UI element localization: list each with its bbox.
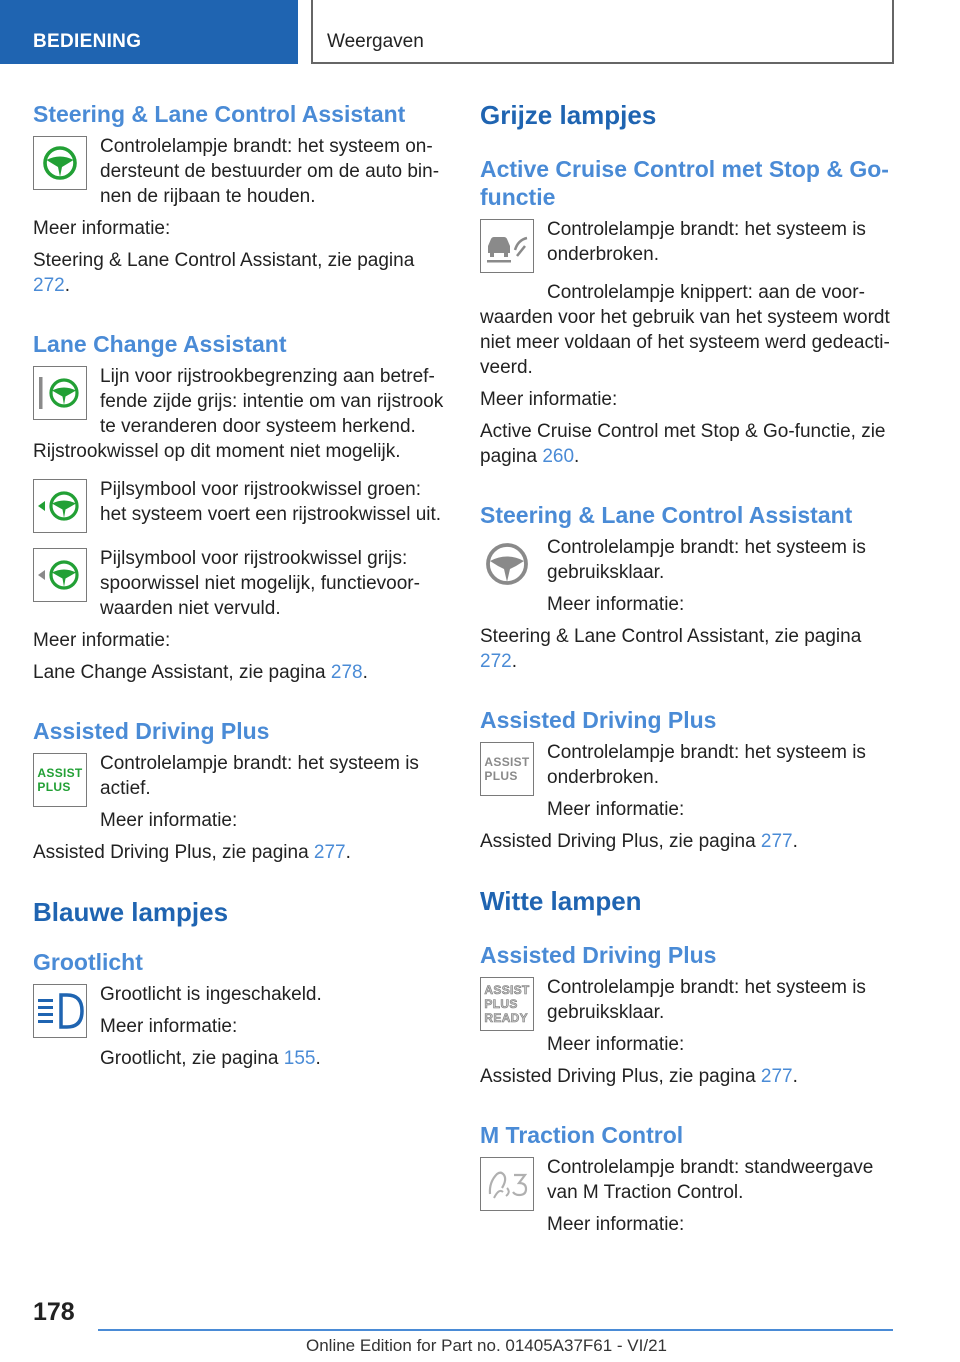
heading-m-traction-control: M Traction Control <box>480 1122 684 1148</box>
heading-assisted-driving-plus: Assisted Driving Plus <box>480 707 717 733</box>
steering-wheel-grey-icon <box>480 537 534 591</box>
heading-steering-lane-control: Steering & Lane Control Assistant <box>480 502 853 528</box>
page-reference: Grootlicht, zie pagina 155. <box>100 1048 321 1069</box>
cruise-control-grey-icon <box>480 219 534 273</box>
page-link[interactable]: 277 <box>760 831 793 852</box>
page-reference: Steering & Lane Control Assistant, zie pagina 272. <box>33 250 415 296</box>
indicator-item <box>33 751 445 833</box>
indicator-item <box>33 134 445 209</box>
heading-high-beam: Grootlicht <box>33 949 143 975</box>
more-info-label: Meer informatie: <box>100 810 238 831</box>
traction-control-icon <box>480 1157 534 1211</box>
page-link[interactable]: 277 <box>760 1066 793 1087</box>
heading-assisted-driving-plus: Assisted Driving Plus <box>480 942 717 968</box>
chapter-label: Weergaven <box>327 31 424 52</box>
edition-note: Online Edition for Part no. 01405A37F61 - VI/21 <box>306 1336 668 1355</box>
page-link[interactable]: 272 <box>480 651 512 672</box>
footer-divider <box>98 1329 893 1331</box>
page-link[interactable]: 278 <box>330 662 363 683</box>
right-column <box>480 100 895 1237</box>
assist-plus-green-icon: ASSIST PLUS <box>33 753 87 807</box>
page-link[interactable]: 155 <box>283 1048 316 1069</box>
indicator-description: Controlelampje brandt: het systeem is onderbroken. <box>547 742 866 788</box>
page-reference: Lane Change Assistant, zie pagina 278. <box>33 662 368 683</box>
indicator-description: Pijlsymbool voor rijstrookwissel groen: het systeem voert een rijstrookwissel uit. <box>100 479 442 525</box>
more-info-label: Meer informatie: <box>33 218 171 239</box>
page-reference: Active Cruise Control met Stop & Go-functie, zie pagina 260. <box>480 421 886 467</box>
section-tab <box>0 0 298 64</box>
indicator-description: Controlelampje brandt: het systeem is gebruiksklaar. <box>547 977 866 1023</box>
heading-steering-lane-control: Steering & Lane Control Assistant <box>33 101 406 127</box>
indicator-item <box>33 477 445 533</box>
more-info-label: Meer informatie: <box>480 389 618 410</box>
lane-line-grey-steering-icon <box>33 366 87 420</box>
more-info-label: Meer informatie: <box>547 799 685 820</box>
heading-blue-lights: Blauwe lampjes <box>33 897 229 927</box>
page-link[interactable]: 272 <box>33 275 65 296</box>
indicator-description-flashing: Controlelampje knippert: aan de voorwaarden voor het gebruik van het systeem wordt niet meer voldaan of het systeem werd gedeactiveerd. <box>480 282 890 378</box>
indicator-item <box>33 364 445 439</box>
assist-plus-ready-icon: ASSIST PLUS READY <box>480 977 534 1031</box>
more-info-label: Meer informatie: <box>547 1034 685 1055</box>
indicator-description: Pijlsymbool voor rijstrookwissel grijs: spoorwissel niet mogelijk, functievoorwaarden niet vervuld. <box>100 548 420 619</box>
indicator-description: Controlelampje brandt: het systeem ondersteunt de bestuurder om de auto binnen de rijbaan te houden. <box>100 136 440 207</box>
heading-active-cruise-control: Active Cruise Control met Stop & Go-functie <box>480 156 889 210</box>
heading-white-lights: Witte lampen <box>480 886 642 916</box>
heading-lane-change-assistant: Lane Change Assistant <box>33 331 287 357</box>
more-info-label: Meer informatie: <box>33 630 171 651</box>
indicator-description-continued: Rijstrookwissel op dit moment niet mogelijk. <box>33 441 401 462</box>
page-reference: Steering & Lane Control Assistant, zie pagina 272. <box>480 626 862 672</box>
lane-change-arrow-grey-icon <box>33 548 87 602</box>
lane-change-arrow-green-icon <box>33 479 87 533</box>
left-column <box>33 100 445 1071</box>
chapter-header <box>311 0 894 64</box>
more-info-label: Meer informatie: <box>547 1214 685 1235</box>
indicator-description: Lijn voor rijstrookbegrenzing aan betreffende zijde grijs: intentie om van rijstrook te veranderen door systeem herkend. <box>100 366 444 437</box>
assist-plus-grey-icon: ASSIST PLUS <box>480 742 534 796</box>
more-info-label: Meer informatie: <box>100 1016 238 1037</box>
high-beam-blue-icon <box>33 984 87 1038</box>
heading-grey-lights: Grijze lampjes <box>480 100 657 130</box>
indicator-description: Grootlicht is ingeschakeld. <box>100 984 322 1005</box>
indicator-description: Controlelampje brandt: het systeem is onderbroken. <box>547 219 866 265</box>
heading-assisted-driving-plus: Assisted Driving Plus <box>33 718 270 744</box>
page-link[interactable]: 260 <box>542 446 575 467</box>
section-label: BEDIENING <box>33 31 142 52</box>
indicator-item <box>480 1155 895 1237</box>
indicator-item <box>480 217 895 273</box>
steering-wheel-green-icon <box>33 136 87 190</box>
indicator-description: Controlelampje brandt: het systeem is gebruiksklaar. <box>547 537 866 583</box>
indicator-item <box>33 546 445 621</box>
indicator-item <box>480 535 895 617</box>
page-reference: Assisted Driving Plus, zie pagina 277. <box>33 842 351 863</box>
indicator-description: Controlelampje brandt: het systeem is actief. <box>100 753 419 799</box>
page-reference: Assisted Driving Plus, zie pagina 277. <box>480 831 798 852</box>
page-reference: Assisted Driving Plus, zie pagina 277. <box>480 1066 798 1087</box>
indicator-item <box>480 975 895 1057</box>
more-info-label: Meer informatie: <box>547 594 685 615</box>
indicator-description: Controlelampje brandt: standweergave van M Traction Control. <box>547 1157 874 1203</box>
page-number: 178 <box>33 1298 75 1326</box>
page-link[interactable]: 277 <box>313 842 346 863</box>
indicator-item <box>480 740 895 822</box>
indicator-item <box>33 982 445 1071</box>
